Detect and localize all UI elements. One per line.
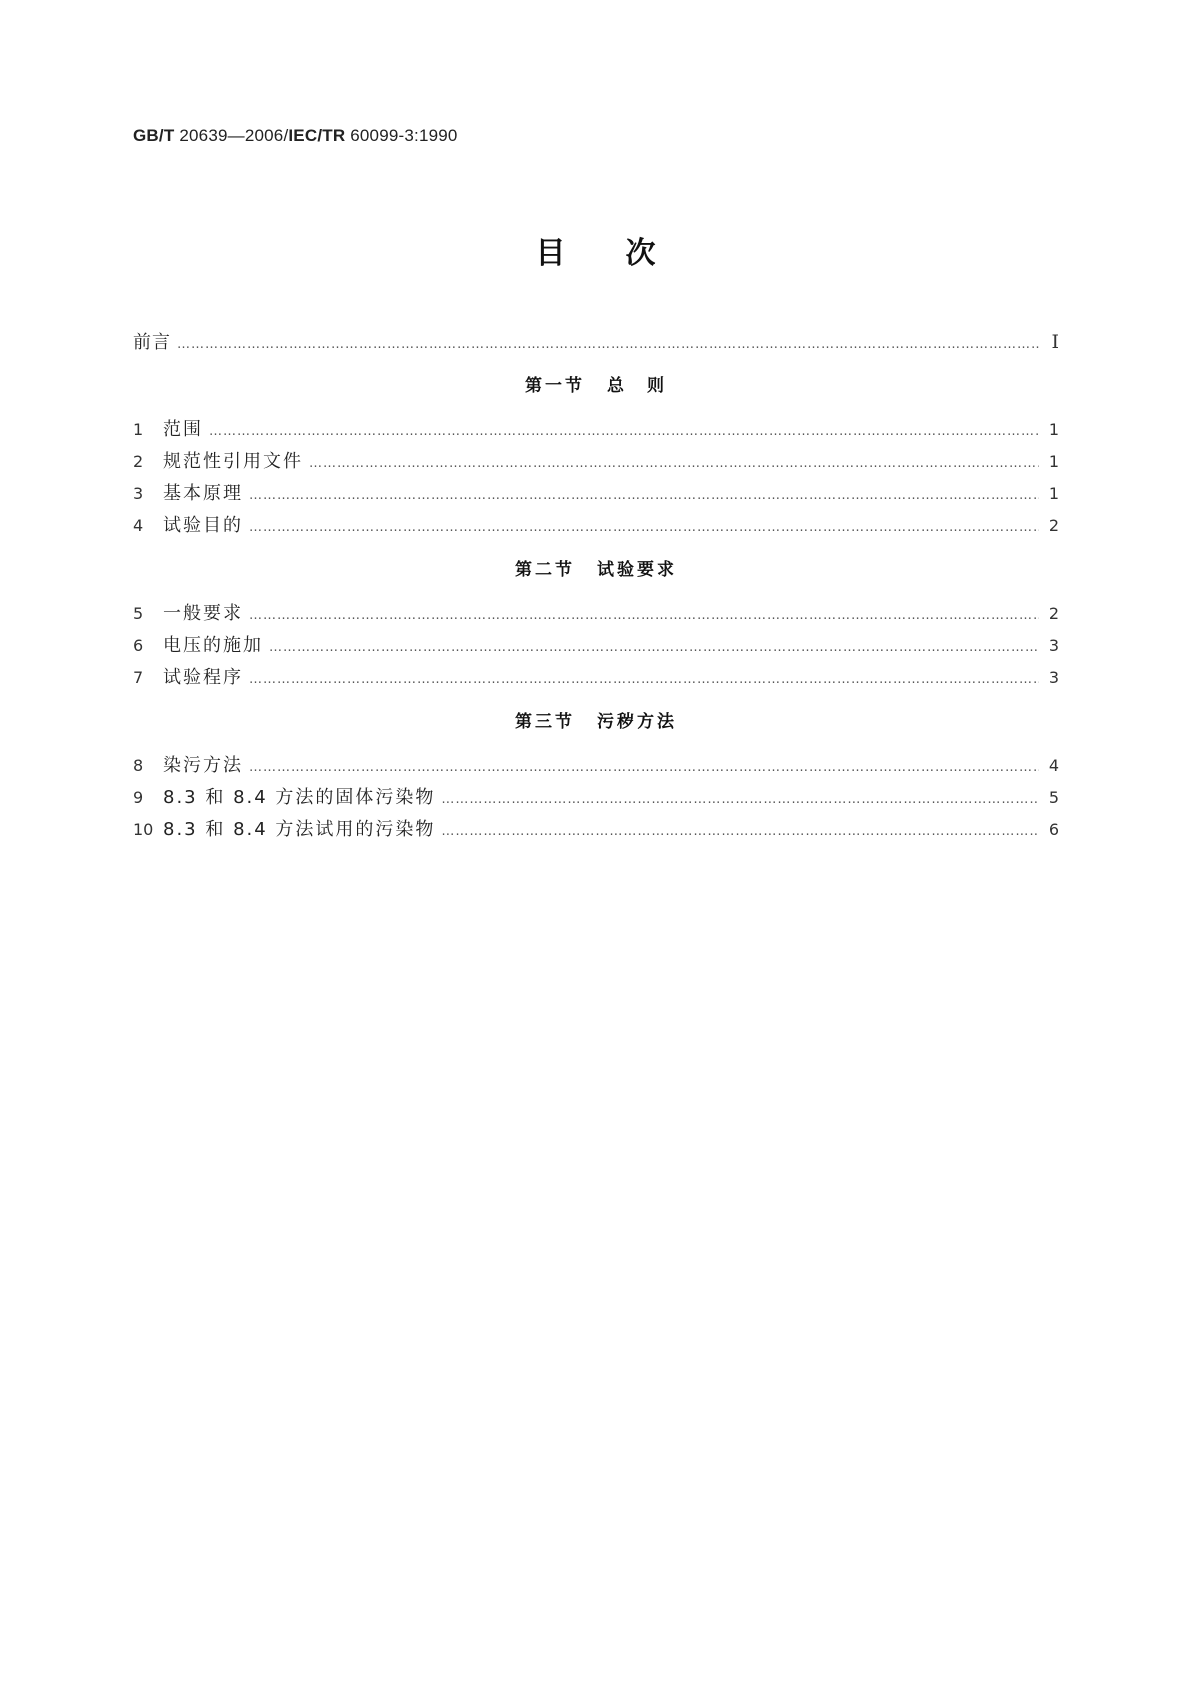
dot-leader [209, 416, 1039, 448]
iec-number: 60099-3:1990 [350, 126, 458, 145]
toc-entry-page: 4 [1048, 756, 1059, 775]
standard-header [133, 126, 458, 146]
toc-entry-title: 电压的施加 [163, 635, 263, 656]
toc-entry[interactable] [133, 750, 1059, 782]
toc-entry-title: 基本原理 [163, 483, 243, 504]
toc-entry-title: 染污方法 [163, 755, 243, 776]
toc-entry[interactable] [133, 510, 1059, 542]
toc-entry-page: 5 [1048, 788, 1059, 807]
section-name: 总 则 [607, 376, 667, 396]
toc-entry-page: Ⅰ [1051, 331, 1059, 353]
standard-number: 20639—2006/ [179, 126, 289, 145]
dot-leader [249, 664, 1039, 696]
iec-prefix: IEC/TR [288, 126, 346, 145]
section-heading-2 [133, 542, 1059, 598]
toc-entry-title: 试验程序 [163, 667, 243, 688]
toc-entry[interactable] [133, 630, 1059, 662]
dot-leader [177, 329, 1039, 361]
toc-entry[interactable] [133, 814, 1059, 846]
section-name: 污秽方法 [597, 712, 677, 732]
section-heading-3 [133, 694, 1059, 750]
section-label: 第二节 [515, 560, 575, 580]
toc-entry[interactable] [133, 446, 1059, 478]
page-title: 目次 [535, 236, 716, 271]
toc-entry-page: 2 [1048, 516, 1059, 535]
toc-entry-title: 8.3 和 8.4 方法的固体污染物 [163, 787, 436, 808]
toc-entry[interactable] [133, 782, 1059, 814]
section-label: 第一节 [525, 376, 585, 396]
toc-entry-page: 3 [1048, 668, 1059, 687]
toc-entry-number: 6 [133, 636, 144, 655]
toc-entry[interactable] [133, 598, 1059, 630]
toc-entry-number: 5 [133, 604, 144, 623]
toc-entry-number: 9 [133, 788, 144, 807]
section-label: 第三节 [515, 712, 575, 732]
toc-entry-number: 10 [133, 820, 154, 839]
toc-entry-number: 8 [133, 756, 144, 775]
dot-leader [309, 448, 1039, 480]
toc-entry-number: 1 [133, 420, 144, 439]
toc-entry[interactable] [133, 662, 1059, 694]
toc-entry-title: 范围 [163, 419, 203, 440]
table-of-contents [133, 326, 1059, 846]
section-heading-1 [133, 358, 1059, 414]
toc-entry-number: 3 [133, 484, 144, 503]
toc-entry-title: 规范性引用文件 [163, 451, 303, 472]
toc-entry-page: 6 [1048, 820, 1059, 839]
toc-entry[interactable] [133, 478, 1059, 510]
toc-entry-preface[interactable] [133, 326, 1059, 358]
standard-prefix: GB/T [133, 126, 175, 145]
dot-leader [249, 752, 1039, 784]
toc-entry-number: 2 [133, 452, 144, 471]
toc-entry-page: 1 [1048, 420, 1059, 439]
toc-entry-page: 3 [1048, 636, 1059, 655]
toc-entry-title: 一般要求 [163, 603, 243, 624]
toc-entry-title: 试验目的 [163, 515, 243, 536]
toc-entry-title: 前言 [133, 332, 171, 353]
dot-leader [249, 600, 1039, 632]
dot-leader [441, 784, 1039, 816]
toc-entry-number: 7 [133, 668, 144, 687]
dot-leader [269, 632, 1039, 664]
dot-leader [249, 512, 1039, 544]
dot-leader [441, 816, 1039, 848]
toc-entry-title: 8.3 和 8.4 方法试用的污染物 [163, 819, 436, 840]
toc-entry-page: 2 [1048, 604, 1059, 623]
toc-entry-page: 1 [1048, 452, 1059, 471]
section-name: 试验要求 [597, 560, 677, 580]
toc-entry-page: 1 [1048, 484, 1059, 503]
toc-entry-number: 4 [133, 516, 144, 535]
toc-entry[interactable] [133, 414, 1059, 446]
dot-leader [249, 480, 1039, 512]
